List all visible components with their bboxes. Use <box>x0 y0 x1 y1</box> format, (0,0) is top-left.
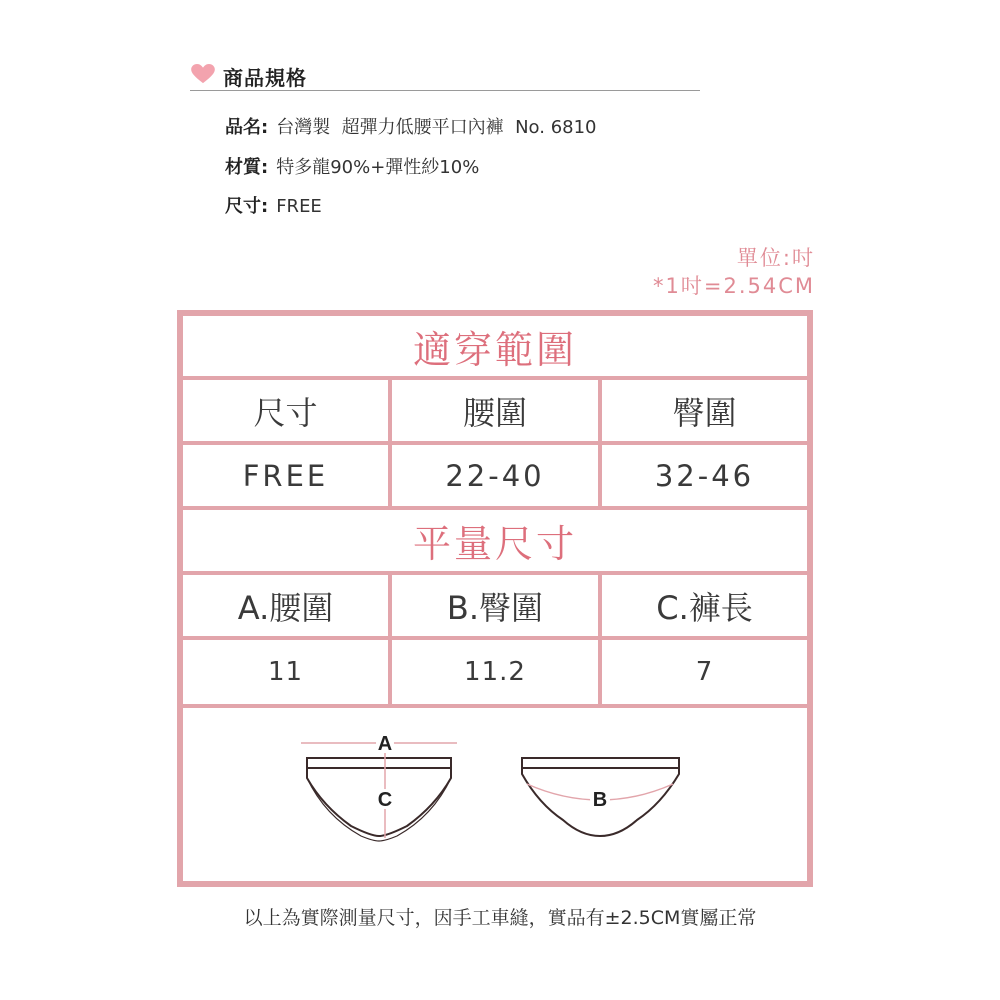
spec-value: 特多龍90%+彈性紗10% <box>276 157 480 178</box>
size-table <box>177 310 813 887</box>
spec-row-size <box>225 192 322 218</box>
fit-value-size: FREE <box>183 445 388 506</box>
spec-label: 材質: <box>225 157 269 178</box>
measure-header-length: C.褲長 <box>602 575 807 636</box>
measurement-diagram-panel <box>183 708 807 881</box>
measure-value-hip: 11.2 <box>392 640 598 704</box>
spec-value: 台灣製 超彈力低腰平口內褲 No. 6810 <box>276 117 597 138</box>
fit-value-waist: 22-40 <box>392 445 598 506</box>
section-header <box>190 60 700 91</box>
spec-label: 尺寸: <box>225 196 269 217</box>
measure-value-waist: 11 <box>183 640 388 704</box>
section-title: 商品規格 <box>223 66 307 90</box>
fit-header-waist: 腰圍 <box>392 380 598 441</box>
unit-label: 單位:吋 <box>736 246 815 270</box>
label-b: B <box>592 789 608 811</box>
flat-measure-title: 平量尺寸 <box>183 510 807 571</box>
footer-note: 以上為實際測量尺寸，因手工車縫，實品有±2.5CM實屬正常 <box>243 907 757 929</box>
unit-conversion-note: *1吋=2.54CM <box>653 274 815 298</box>
label-a: A <box>377 733 393 755</box>
fit-value-hip: 32-46 <box>602 445 807 506</box>
brief-front-illustration <box>301 733 457 841</box>
heart-icon <box>190 64 216 84</box>
spec-row-name <box>225 113 597 139</box>
measure-value-length: 7 <box>602 640 807 704</box>
measure-header-waist: A.腰圍 <box>183 575 388 636</box>
spec-value: FREE <box>276 196 322 217</box>
fit-header-hip: 臀圍 <box>602 380 807 441</box>
measure-header-hip: B.臀圍 <box>392 575 598 636</box>
fit-range-title: 適穿範圍 <box>183 316 807 376</box>
measurement-diagram <box>183 708 807 881</box>
spec-row-material <box>225 153 479 179</box>
label-c: C <box>377 789 393 811</box>
fit-header-size: 尺寸 <box>183 380 388 441</box>
spec-label: 品名: <box>225 117 269 138</box>
brief-back-illustration <box>522 758 679 836</box>
